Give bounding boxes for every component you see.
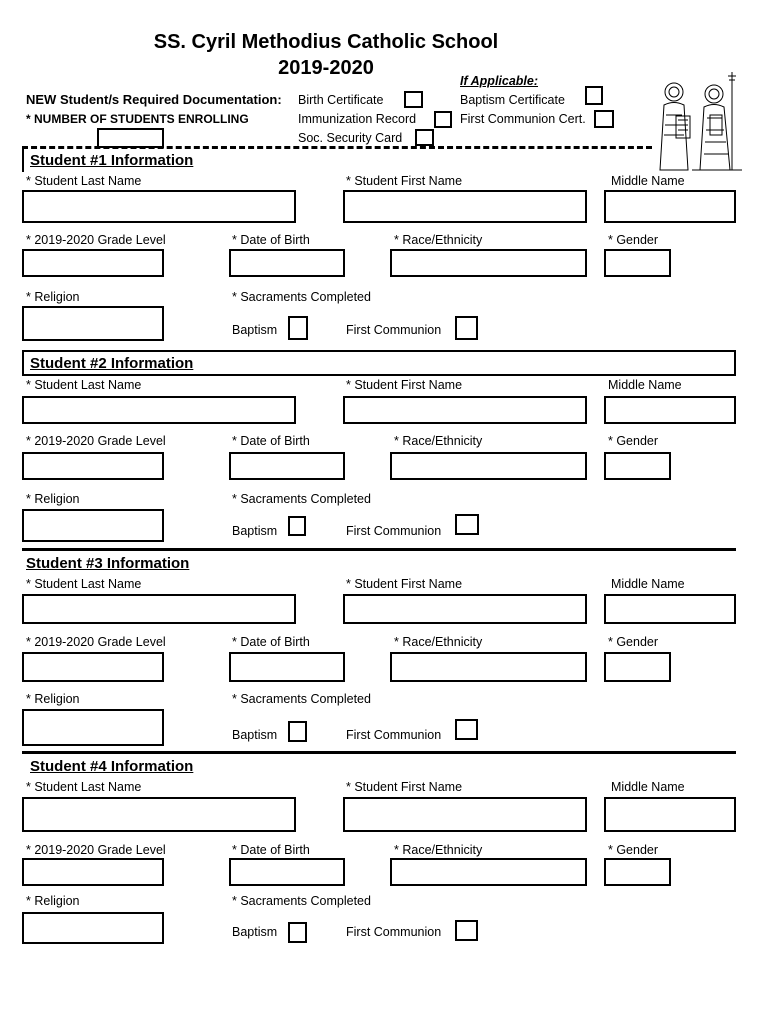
- student-1-religion-input[interactable]: [22, 306, 164, 341]
- student-3-first-name-label: * Student First Name: [346, 577, 463, 591]
- student-4-last-name-label: * Student Last Name: [26, 780, 142, 794]
- student-4-religion-input[interactable]: [22, 912, 164, 944]
- student-4-first-communion-label: First Communion: [346, 925, 442, 939]
- student-2-race-input[interactable]: [390, 452, 587, 480]
- student-3-race-input[interactable]: [390, 652, 587, 682]
- student-4-sacraments-label: * Sacraments Completed: [232, 894, 371, 908]
- student-1-first-name-label: * Student First Name: [346, 174, 463, 188]
- student-4-middle-name-label: Middle Name: [611, 780, 685, 794]
- student-2-baptism-label: Baptism: [232, 524, 278, 538]
- student-1-last-name-label: * Student Last Name: [26, 174, 142, 188]
- student-2-religion-input[interactable]: [22, 509, 164, 542]
- student-4-dob-label: * Date of Birth: [232, 843, 310, 857]
- student-2-heading: Student #2 Information: [30, 355, 194, 372]
- number-enrolling-input[interactable]: [97, 128, 164, 148]
- student-3-grade-level-input[interactable]: [22, 652, 164, 682]
- student-1-middle-name-input[interactable]: [604, 190, 736, 223]
- student-4-first-name-label: * Student First Name: [346, 780, 463, 794]
- student-2-first-name-input[interactable]: [343, 396, 587, 424]
- student-1-gender-label: * Gender: [608, 233, 659, 247]
- immunization-record-checkbox[interactable]: [434, 111, 452, 128]
- student-3-race-label: * Race/Ethnicity: [394, 635, 483, 649]
- student-1-middle-name-label: Middle Name: [611, 174, 685, 188]
- baptism-certificate-label: Baptism Certificate: [460, 93, 565, 107]
- student-2-sacraments-label: * Sacraments Completed: [232, 492, 371, 506]
- student-3-grade-level-label: * 2019-2020 Grade Level: [26, 635, 166, 649]
- student-3-dob-label: * Date of Birth: [232, 635, 310, 649]
- number-enrolling-label: * NUMBER OF STUDENTS ENROLLING: [26, 112, 249, 126]
- student-2-first-communion-checkbox[interactable]: [455, 514, 479, 535]
- student-4-gender-input[interactable]: [604, 858, 671, 886]
- student-2-religion-label: * Religion: [26, 492, 80, 506]
- first-communion-cert-label: First Communion Cert.: [460, 112, 586, 126]
- student-2-dob-input[interactable]: [229, 452, 345, 480]
- student-4-race-label: * Race/Ethnicity: [394, 843, 483, 857]
- soc-security-card-label: Soc. Security Card: [298, 131, 403, 145]
- student-4-heading: Student #4 Information: [30, 758, 194, 775]
- student-3-gender-input[interactable]: [604, 652, 671, 682]
- student-4-first-name-input[interactable]: [343, 797, 587, 832]
- soc-security-card-checkbox[interactable]: [415, 129, 434, 146]
- student-4-first-communion-checkbox[interactable]: [455, 920, 478, 941]
- student-3-dob-input[interactable]: [229, 652, 345, 682]
- student-2-race-label: * Race/Ethnicity: [394, 434, 483, 448]
- student-3-first-communion-checkbox[interactable]: [455, 719, 478, 740]
- student-4-divider: [22, 751, 736, 754]
- student-3-middle-name-label: Middle Name: [611, 577, 685, 591]
- baptism-certificate-checkbox[interactable]: [585, 86, 603, 105]
- student-3-religion-input[interactable]: [22, 709, 164, 746]
- student-4-gender-label: * Gender: [608, 843, 659, 857]
- student-3-heading: Student #3 Information: [26, 555, 190, 572]
- student-1-gender-input[interactable]: [604, 249, 671, 277]
- first-communion-cert-checkbox[interactable]: [594, 110, 614, 128]
- student-4-race-input[interactable]: [390, 858, 587, 886]
- student-1-dob-input[interactable]: [229, 249, 345, 277]
- student-1-heading: Student #1 Information: [30, 152, 194, 169]
- student-1-religion-label: * Religion: [26, 290, 80, 304]
- student-1-baptism-label: Baptism: [232, 323, 278, 337]
- student-1-first-communion-label: First Communion: [346, 323, 442, 337]
- student-1-dob-label: * Date of Birth: [232, 233, 310, 247]
- student-3-baptism-checkbox[interactable]: [288, 721, 307, 742]
- student-3-baptism-label: Baptism: [232, 728, 278, 742]
- if-applicable-label: If Applicable:: [460, 74, 539, 88]
- student-4-middle-name-input[interactable]: [604, 797, 736, 832]
- student-2-gender-label: * Gender: [608, 434, 659, 448]
- student-2-grade-level-label: * 2019-2020 Grade Level: [26, 434, 166, 448]
- student-3-first-name-input[interactable]: [343, 594, 587, 624]
- student-1-race-label: * Race/Ethnicity: [394, 233, 483, 247]
- student-3-gender-label: * Gender: [608, 635, 659, 649]
- school-name-title: SS. Cyril Methodius Catholic School: [153, 31, 499, 53]
- student-2-last-name-label: * Student Last Name: [26, 378, 142, 392]
- student-2-first-communion-label: First Communion: [346, 524, 442, 538]
- student-4-dob-input[interactable]: [229, 858, 345, 886]
- student-1-baptism-checkbox[interactable]: [288, 316, 308, 340]
- student-4-baptism-checkbox[interactable]: [288, 922, 307, 943]
- student-1-last-name-input[interactable]: [22, 190, 296, 223]
- student-4-grade-level-input[interactable]: [22, 858, 164, 886]
- student-3-first-communion-label: First Communion: [346, 728, 442, 742]
- student-3-middle-name-input[interactable]: [604, 594, 736, 624]
- student-2-first-name-label: * Student First Name: [346, 378, 463, 392]
- student-2-dob-label: * Date of Birth: [232, 434, 310, 448]
- student-2-last-name-input[interactable]: [22, 396, 296, 424]
- student-2-middle-name-input[interactable]: [604, 396, 736, 424]
- student-3-last-name-label: * Student Last Name: [26, 577, 142, 591]
- student-4-last-name-input[interactable]: [22, 797, 296, 832]
- student-1-sacraments-label: * Sacraments Completed: [232, 290, 371, 304]
- student-1-grade-level-label: * 2019-2020 Grade Level: [26, 233, 166, 247]
- student-4-baptism-label: Baptism: [232, 925, 278, 939]
- immunization-record-label: Immunization Record: [298, 112, 417, 126]
- student-1-grade-level-input[interactable]: [22, 249, 164, 277]
- school-year-title: 2019-2020: [278, 57, 374, 79]
- student-3-last-name-input[interactable]: [22, 594, 296, 624]
- student-3-divider: [22, 548, 736, 551]
- student-3-sacraments-label: * Sacraments Completed: [232, 692, 371, 706]
- student-2-middle-name-label: Middle Name: [608, 378, 682, 392]
- student-1-first-name-input[interactable]: [343, 190, 587, 223]
- student-4-religion-label: * Religion: [26, 894, 80, 908]
- student-4-grade-level-label: * 2019-2020 Grade Level: [26, 843, 166, 857]
- new-students-documentation-label: NEW Student/s Required Documentation:: [26, 92, 282, 107]
- saints-illustration-icon: [652, 70, 742, 180]
- student-2-baptism-checkbox[interactable]: [288, 516, 306, 536]
- student-1-first-communion-checkbox[interactable]: [455, 316, 478, 340]
- student-1-race-input[interactable]: [390, 249, 587, 277]
- birth-certificate-label: Birth Certificate: [298, 93, 384, 107]
- birth-certificate-checkbox[interactable]: [404, 91, 423, 108]
- student-2-grade-level-input[interactable]: [22, 452, 164, 480]
- student-3-religion-label: * Religion: [26, 692, 80, 706]
- student-2-gender-input[interactable]: [604, 452, 671, 480]
